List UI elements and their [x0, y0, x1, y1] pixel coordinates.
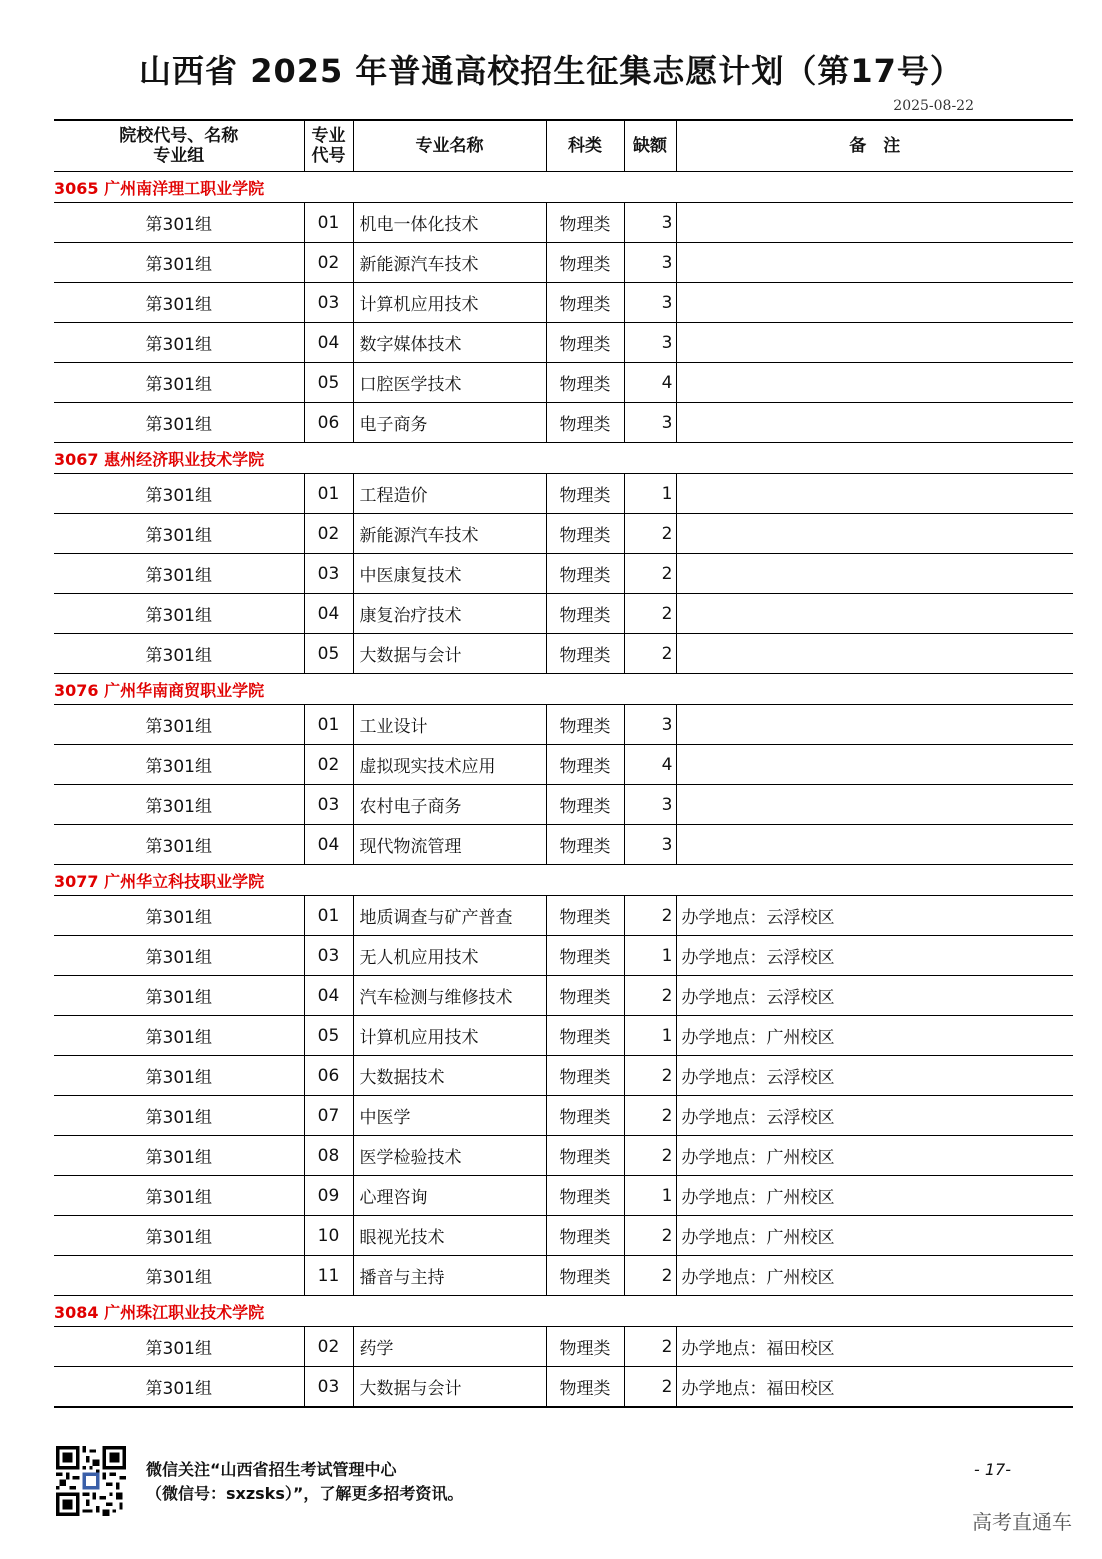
cell-note: [676, 514, 1073, 554]
cell-note: 办学地点：云浮校区: [676, 976, 1073, 1016]
cell-vacancy: 2: [624, 634, 676, 674]
table-row: [54, 363, 1073, 403]
table-row: [54, 634, 1073, 674]
cell-major-code: 02: [304, 514, 353, 554]
cell-category: 物理类: [546, 634, 624, 674]
cell-note: [676, 825, 1073, 865]
table-row: [54, 896, 1073, 936]
cell-category: 物理类: [546, 1216, 624, 1256]
table-row: [54, 283, 1073, 323]
cell-major-code: 06: [304, 403, 353, 443]
col-header-group: 院校代号、名称 专业组: [54, 120, 304, 172]
cell-major-code: 01: [304, 705, 353, 745]
table-row: [54, 1176, 1073, 1216]
cell-vacancy: 1: [624, 474, 676, 514]
table-row: [54, 825, 1073, 865]
table-row: [54, 785, 1073, 825]
cell-major-code: 03: [304, 283, 353, 323]
cell-note: 办学地点：云浮校区: [676, 896, 1073, 936]
cell-group: 第301组: [54, 1016, 304, 1056]
cell-group: 第301组: [54, 634, 304, 674]
table-row: [54, 1256, 1073, 1296]
cell-vacancy: 2: [624, 976, 676, 1016]
cell-group: 第301组: [54, 896, 304, 936]
cell-group: 第301组: [54, 323, 304, 363]
cell-category: 物理类: [546, 403, 624, 443]
cell-category: 物理类: [546, 705, 624, 745]
cell-major-code: 01: [304, 896, 353, 936]
cell-major-name: 大数据与会计: [353, 1367, 546, 1408]
cell-category: 物理类: [546, 1016, 624, 1056]
cell-major-name: 计算机应用技术: [353, 283, 546, 323]
table-row: [54, 514, 1073, 554]
cell-major-name: 计算机应用技术: [353, 1016, 546, 1056]
cell-major-name: 数字媒体技术: [353, 323, 546, 363]
cell-vacancy: 3: [624, 403, 676, 443]
cell-category: 物理类: [546, 896, 624, 936]
col-header-name: 专业名称: [353, 120, 546, 172]
cell-note: 办学地点：广州校区: [676, 1016, 1073, 1056]
cell-group: 第301组: [54, 1367, 304, 1408]
cell-major-name: 药学: [353, 1327, 546, 1367]
table-row: [54, 1216, 1073, 1256]
cell-vacancy: 2: [624, 1096, 676, 1136]
col-header-category: 科类: [546, 120, 624, 172]
cell-note: [676, 283, 1073, 323]
qr-code-icon: [56, 1446, 126, 1516]
cell-group: 第301组: [54, 976, 304, 1016]
cell-group: 第301组: [54, 785, 304, 825]
cell-note: 办学地点：广州校区: [676, 1256, 1073, 1296]
cell-vacancy: 3: [624, 323, 676, 363]
cell-category: 物理类: [546, 363, 624, 403]
table-row: [54, 554, 1073, 594]
cell-note: [676, 554, 1073, 594]
cell-major-code: 04: [304, 825, 353, 865]
cell-vacancy: 3: [624, 705, 676, 745]
cell-category: 物理类: [546, 745, 624, 785]
cell-note: [676, 785, 1073, 825]
table-row: [54, 1016, 1073, 1056]
cell-category: 物理类: [546, 1136, 624, 1176]
cell-vacancy: 2: [624, 514, 676, 554]
cell-vacancy: 3: [624, 203, 676, 243]
cell-major-name: 口腔医学技术: [353, 363, 546, 403]
cell-vacancy: 2: [624, 1327, 676, 1367]
table-row: [54, 323, 1073, 363]
cell-major-code: 04: [304, 976, 353, 1016]
cell-note: [676, 594, 1073, 634]
cell-note: [676, 474, 1073, 514]
cell-major-name: 心理咨询: [353, 1176, 546, 1216]
cell-category: 物理类: [546, 936, 624, 976]
cell-category: 物理类: [546, 1056, 624, 1096]
cell-group: 第301组: [54, 283, 304, 323]
table-row: [54, 203, 1073, 243]
school-name: 3065 广州南洋理工职业学院: [54, 172, 1073, 203]
cell-vacancy: 2: [624, 1367, 676, 1408]
cell-major-code: 01: [304, 474, 353, 514]
school-header-row: [54, 443, 1073, 474]
table-row: [54, 705, 1073, 745]
footer-line-1: 微信关注“山西省招生考试管理中心: [146, 1460, 397, 1479]
table-row: [54, 403, 1073, 443]
school-name: 3076 广州华南商贸职业学院: [54, 674, 1073, 705]
cell-major-name: 医学检验技术: [353, 1136, 546, 1176]
cell-vacancy: 4: [624, 363, 676, 403]
publish-date: 2025-08-22: [893, 98, 974, 114]
cell-major-name: 眼视光技术: [353, 1216, 546, 1256]
cell-group: 第301组: [54, 1176, 304, 1216]
cell-major-code: 01: [304, 203, 353, 243]
table-row: [54, 936, 1073, 976]
cell-group: 第301组: [54, 1327, 304, 1367]
cell-major-code: 05: [304, 1016, 353, 1056]
cell-major-name: 新能源汽车技术: [353, 514, 546, 554]
cell-note: [676, 403, 1073, 443]
cell-major-code: 07: [304, 1096, 353, 1136]
cell-major-name: 大数据与会计: [353, 634, 546, 674]
cell-note: 办学地点：云浮校区: [676, 936, 1073, 976]
cell-group: 第301组: [54, 203, 304, 243]
cell-major-code: 04: [304, 594, 353, 634]
cell-note: 办学地点：福田校区: [676, 1327, 1073, 1367]
cell-major-code: 05: [304, 634, 353, 674]
cell-category: 物理类: [546, 514, 624, 554]
cell-major-name: 地质调查与矿产普查: [353, 896, 546, 936]
table-row: [54, 243, 1073, 283]
cell-major-code: 03: [304, 1367, 353, 1408]
cell-note: 办学地点：广州校区: [676, 1176, 1073, 1216]
table-row: [54, 1096, 1073, 1136]
cell-major-name: 工程造价: [353, 474, 546, 514]
cell-major-code: 05: [304, 363, 353, 403]
cell-vacancy: 1: [624, 936, 676, 976]
cell-vacancy: 1: [624, 1016, 676, 1056]
cell-category: 物理类: [546, 474, 624, 514]
cell-major-name: 汽车检测与维修技术: [353, 976, 546, 1016]
table-row: [54, 1136, 1073, 1176]
col-header-vacancy: 缺额: [624, 120, 676, 172]
cell-group: 第301组: [54, 1096, 304, 1136]
cell-major-name: 虚拟现实技术应用: [353, 745, 546, 785]
page-title: 山西省 2025 年普通高校招生征集志愿计划（第17号）: [139, 52, 963, 90]
cell-group: 第301组: [54, 825, 304, 865]
school-header-row: [54, 674, 1073, 705]
col-header-code: 专业 代号: [304, 120, 353, 172]
cell-group: 第301组: [54, 363, 304, 403]
watermark: 高考直通车: [972, 1510, 1072, 1534]
cell-vacancy: 3: [624, 825, 676, 865]
cell-major-code: 02: [304, 243, 353, 283]
cell-category: 物理类: [546, 554, 624, 594]
cell-category: 物理类: [546, 203, 624, 243]
cell-vacancy: 4: [624, 745, 676, 785]
cell-note: 办学地点：广州校区: [676, 1136, 1073, 1176]
table-header-row: [54, 120, 1073, 172]
school-header-row: [54, 172, 1073, 203]
cell-category: 物理类: [546, 594, 624, 634]
cell-category: 物理类: [546, 976, 624, 1016]
cell-category: 物理类: [546, 1176, 624, 1216]
cell-group: 第301组: [54, 594, 304, 634]
school-name: 3077 广州华立科技职业学院: [54, 865, 1073, 896]
cell-major-code: 03: [304, 936, 353, 976]
cell-major-name: 农村电子商务: [353, 785, 546, 825]
cell-note: 办学地点：广州校区: [676, 1216, 1073, 1256]
cell-group: 第301组: [54, 705, 304, 745]
cell-group: 第301组: [54, 745, 304, 785]
cell-major-name: 康复治疗技术: [353, 594, 546, 634]
cell-group: 第301组: [54, 243, 304, 283]
plan-body: [54, 172, 1073, 1408]
cell-major-name: 播音与主持: [353, 1256, 546, 1296]
cell-group: 第301组: [54, 474, 304, 514]
cell-vacancy: 2: [624, 1256, 676, 1296]
cell-vacancy: 2: [624, 896, 676, 936]
cell-major-code: 06: [304, 1056, 353, 1096]
cell-major-name: 大数据技术: [353, 1056, 546, 1096]
cell-note: [676, 705, 1073, 745]
cell-major-code: 02: [304, 745, 353, 785]
cell-category: 物理类: [546, 283, 624, 323]
cell-vacancy: 2: [624, 554, 676, 594]
cell-note: [676, 634, 1073, 674]
cell-vacancy: 2: [624, 1056, 676, 1096]
col-header-note: 备 注: [676, 120, 1073, 172]
cell-category: 物理类: [546, 785, 624, 825]
cell-category: 物理类: [546, 1367, 624, 1408]
cell-major-name: 无人机应用技术: [353, 936, 546, 976]
school-header-row: [54, 865, 1073, 896]
cell-group: 第301组: [54, 1256, 304, 1296]
cell-major-code: 03: [304, 785, 353, 825]
cell-group: 第301组: [54, 403, 304, 443]
cell-note: [676, 243, 1073, 283]
cell-note: [676, 745, 1073, 785]
cell-note: [676, 323, 1073, 363]
cell-major-name: 机电一体化技术: [353, 203, 546, 243]
cell-group: 第301组: [54, 514, 304, 554]
cell-note: [676, 363, 1073, 403]
cell-major-name: 中医学: [353, 1096, 546, 1136]
cell-group: 第301组: [54, 554, 304, 594]
cell-category: 物理类: [546, 1256, 624, 1296]
cell-major-name: 工业设计: [353, 705, 546, 745]
cell-major-code: 09: [304, 1176, 353, 1216]
cell-category: 物理类: [546, 825, 624, 865]
cell-group: 第301组: [54, 1056, 304, 1096]
cell-note: 办学地点：云浮校区: [676, 1056, 1073, 1096]
table-row: [54, 1327, 1073, 1367]
table-row: [54, 1056, 1073, 1096]
cell-vacancy: 1: [624, 1176, 676, 1216]
cell-vacancy: 2: [624, 594, 676, 634]
cell-category: 物理类: [546, 323, 624, 363]
cell-major-code: 02: [304, 1327, 353, 1367]
cell-note: [676, 203, 1073, 243]
school-name: 3067 惠州经济职业技术学院: [54, 443, 1073, 474]
cell-major-name: 中医康复技术: [353, 554, 546, 594]
page-number: - 17-: [974, 1460, 1011, 1479]
plan-table: [54, 119, 1073, 1408]
table-row: [54, 1367, 1073, 1408]
cell-major-code: 10: [304, 1216, 353, 1256]
cell-category: 物理类: [546, 1096, 624, 1136]
cell-note: 办学地点：云浮校区: [676, 1096, 1073, 1136]
table-row: [54, 474, 1073, 514]
cell-category: 物理类: [546, 243, 624, 283]
cell-major-name: 新能源汽车技术: [353, 243, 546, 283]
cell-vacancy: 3: [624, 785, 676, 825]
school-name: 3084 广州珠江职业技术学院: [54, 1296, 1073, 1327]
cell-major-code: 08: [304, 1136, 353, 1176]
table-row: [54, 976, 1073, 1016]
footer-wechat-notice: [146, 1458, 463, 1506]
table-row: [54, 745, 1073, 785]
school-header-row: [54, 1296, 1073, 1327]
table-row: [54, 594, 1073, 634]
cell-group: 第301组: [54, 936, 304, 976]
cell-major-code: 04: [304, 323, 353, 363]
cell-vacancy: 3: [624, 283, 676, 323]
cell-major-name: 电子商务: [353, 403, 546, 443]
footer-line-2: （微信号：sxzsks）”，了解更多招考资讯。: [146, 1484, 464, 1503]
cell-major-name: 现代物流管理: [353, 825, 546, 865]
cell-note: 办学地点：福田校区: [676, 1367, 1073, 1408]
cell-major-code: 11: [304, 1256, 353, 1296]
cell-vacancy: 3: [624, 243, 676, 283]
cell-group: 第301组: [54, 1216, 304, 1256]
cell-major-code: 03: [304, 554, 353, 594]
cell-category: 物理类: [546, 1327, 624, 1367]
cell-vacancy: 2: [624, 1136, 676, 1176]
cell-group: 第301组: [54, 1136, 304, 1176]
cell-vacancy: 2: [624, 1216, 676, 1256]
